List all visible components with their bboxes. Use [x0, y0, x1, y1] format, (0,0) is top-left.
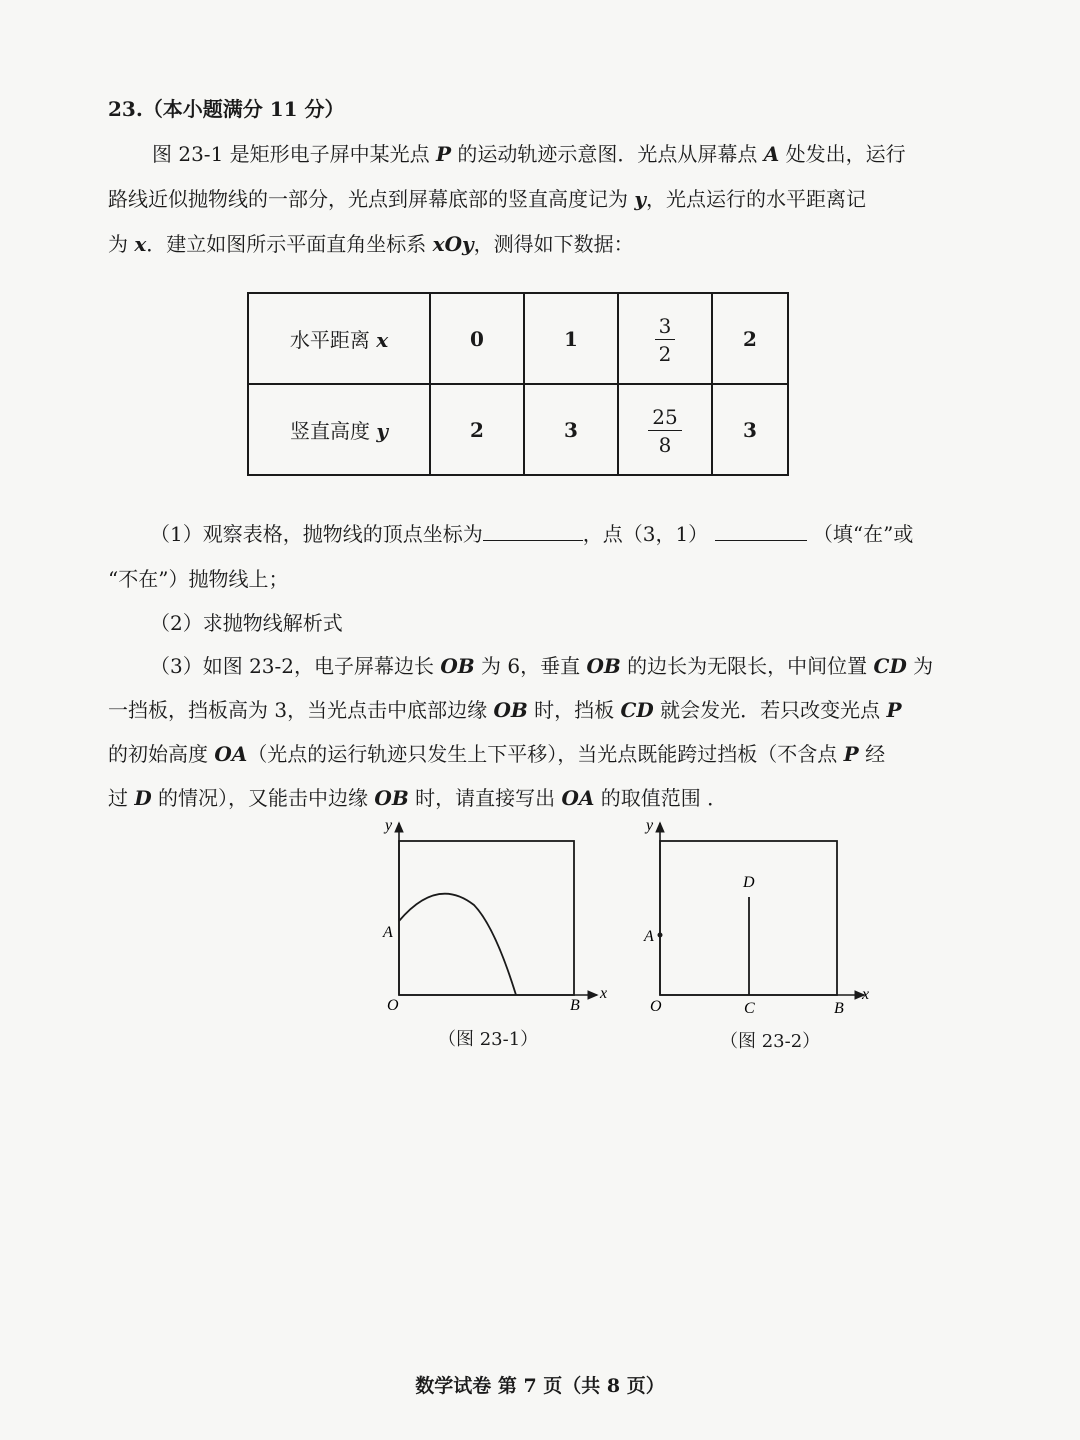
label-a: A	[644, 928, 654, 945]
intro-line-1	[152, 138, 906, 167]
figure-23-2	[638, 815, 888, 1020]
intro-text: ，测得如下数据：	[473, 232, 634, 256]
question-1-line-2: “不在”）抛物线上；	[108, 567, 289, 591]
question-2: （2）求抛物线解析式	[150, 611, 343, 635]
intro-line-3	[108, 228, 634, 257]
label-y: y	[385, 817, 393, 834]
data-table	[247, 292, 789, 476]
label-x: x	[862, 986, 870, 1003]
label-y: y	[646, 817, 654, 834]
label-b: B	[834, 1000, 844, 1017]
question-3-line-1: （3）如图 23-2，电子屏幕边长 OB 为 6，垂直 OB 的边长为无限长，中间位置 CD 为	[150, 654, 934, 678]
question-3-line-2: 一挡板，挡板高为 3，当光点击中底部边缘 OB 时，挡板 CD 就会发光．若只改变光点 P	[108, 698, 902, 722]
table-row-x	[248, 293, 788, 384]
table-cell: 2	[430, 384, 524, 475]
intro-text: 为	[108, 232, 135, 256]
problem-header	[108, 93, 345, 122]
var-x: x	[134, 232, 147, 256]
table-cell: 1	[524, 293, 618, 384]
answer-blank-vertex[interactable]	[483, 539, 583, 541]
figure-23-1-caption: （图 23-1）	[438, 1029, 539, 1050]
table-cell: 3	[712, 384, 788, 475]
table-cell-fraction: $\frac{3}{2}$	[618, 293, 712, 384]
table-cell-fraction: $\frac{25}{8}$	[618, 384, 712, 475]
intro-line-2	[108, 183, 866, 212]
question-1-line-1: （1）观察表格，抛物线的顶点坐标为 ，点（3，1） （填“在”或	[150, 522, 914, 546]
question-3-line-3: 的初始高度 OA（光点的运行轨迹只发生上下平移），当光点既能跨过挡板（不含点 P 经	[108, 742, 886, 766]
problem-score: （本小题满分 11 分）	[142, 97, 345, 121]
label-b: B	[570, 997, 580, 1014]
answer-blank-on-parabola[interactable]	[715, 539, 807, 541]
table-cell: 2	[712, 293, 788, 384]
intro-text: 图 23-1 是矩形电子屏中某光点	[152, 142, 437, 166]
row-header-y: 竖直高度 y	[248, 384, 430, 475]
page-footer: 数学试卷 第 7 页（共 8 页）	[415, 1375, 665, 1397]
screen-rectangle	[399, 841, 574, 995]
row-header-x: 水平距离 x	[248, 293, 430, 384]
var-p: P	[436, 142, 452, 166]
table-cell: 3	[524, 384, 618, 475]
label-o: O	[387, 997, 399, 1014]
var-y: y	[634, 187, 646, 211]
table-row-y	[248, 384, 788, 475]
table-cell: 0	[430, 293, 524, 384]
figure-23-1	[375, 815, 625, 1020]
point-a	[658, 933, 663, 938]
label-a: A	[383, 924, 393, 941]
label-c: C	[744, 1000, 755, 1017]
question-3-line-4: 过 D 的情况），又能击中边缘 OB 时，请直接写出 OA 的取值范围 ．	[108, 786, 728, 810]
label-o: O	[650, 998, 662, 1015]
intro-text: 的运动轨迹示意图．光点从屏幕点	[451, 142, 764, 166]
var-xoy: xOy	[432, 232, 474, 256]
intro-text: 路线近似抛物线的一部分，光点到屏幕底部的竖直高度记为	[108, 187, 635, 211]
var-a: A	[763, 142, 780, 166]
intro-text: 处发出，运行	[779, 142, 906, 166]
figure-23-2-caption: （图 23-2）	[720, 1031, 821, 1052]
problem-number: 23.	[108, 97, 143, 121]
label-x: x	[600, 985, 608, 1002]
parabola-curve	[399, 894, 516, 995]
label-d: D	[743, 874, 755, 891]
intro-text: ．建立如图所示平面直角坐标系	[146, 232, 433, 256]
intro-text: ，光点运行的水平距离记	[645, 187, 866, 211]
